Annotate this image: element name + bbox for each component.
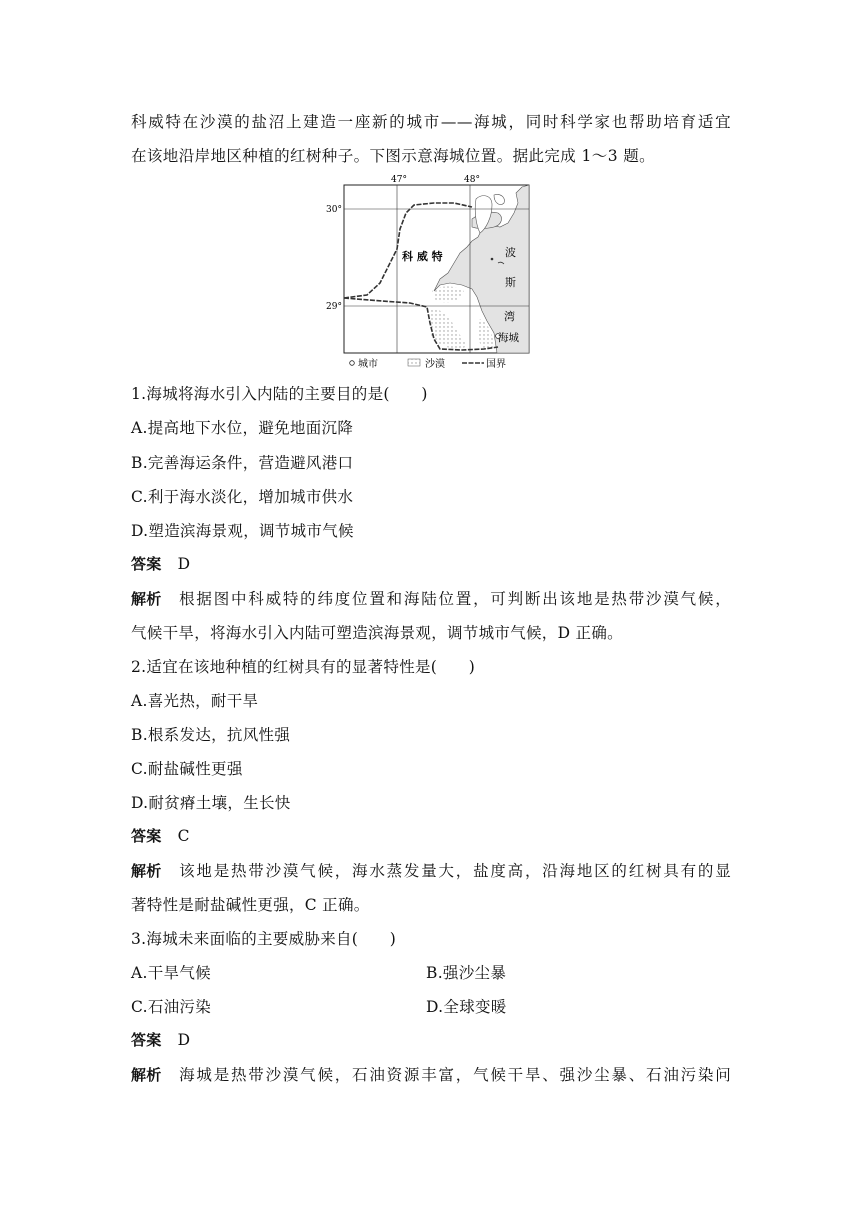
analysis-label: 解析: [131, 1066, 162, 1084]
question-3-stem: 3.海城未来面临的主要威胁来自( ): [131, 930, 397, 948]
lat-label-30: 30°: [326, 205, 342, 215]
question-3-option-c: C.石油污染: [131, 998, 212, 1016]
question-1-option-a: A.提高地下水位，避免地面沉降: [131, 419, 354, 437]
question-3-option-b: B.强沙尘暴: [426, 964, 507, 982]
gulf-label-char-3: 湾: [504, 310, 515, 323]
question-2-answer: [131, 825, 190, 846]
question-2-analysis-line-1: [131, 859, 731, 881]
answer-label: 答案: [131, 555, 162, 573]
question-1-analysis-line-2: 气候干旱，将海水引入内陆可塑造滨海景观，调节城市气候，D 正确。: [131, 624, 623, 642]
legend-border-label: 国界: [486, 359, 506, 370]
analysis-label: 解析: [131, 590, 162, 608]
city-label: 海城: [498, 332, 519, 344]
lon-label-48: 48°: [464, 175, 480, 185]
question-1-analysis-line-1: [131, 587, 731, 609]
question-3-option-d: D.全球变暖: [426, 998, 507, 1016]
question-1-answer: [131, 553, 190, 574]
legend-city-icon: [350, 361, 355, 366]
analysis-text: 海城是热带沙漠气候，石油资源丰富，气候干旱、强沙尘暴、石油污染问: [177, 1066, 731, 1084]
gulf-label-char-1: 波: [505, 246, 516, 259]
question-2-analysis-line-2: 著特性是耐盐碱性更强，C 正确。: [131, 896, 370, 914]
legend-city-label: 城市: [358, 359, 378, 370]
gulf-label-char-2: 斯: [505, 276, 516, 289]
answer-value: D: [177, 1031, 191, 1049]
small-island-dot: [491, 258, 494, 261]
intro-line-2: 在该地沿岸地区种植的红树种子。下图示意海城位置。据此完成 1～3 题。: [131, 147, 656, 165]
question-1-stem: 1.海城将海水引入内陆的主要目的是( ): [131, 385, 428, 403]
question-1-option-d: D.塑造滨海景观，调节城市气候: [131, 522, 354, 540]
haicheng-location-map: [322, 173, 534, 370]
answer-value: C: [177, 827, 190, 845]
analysis-text: 该地是热带沙漠气候，海水蒸发量大，盐度高，沿海地区的红树具有的显: [177, 862, 731, 880]
question-3-analysis-line-1: [131, 1063, 731, 1085]
answer-label: 答案: [131, 1031, 162, 1049]
answer-value: D: [177, 555, 191, 573]
analysis-text: 根据图中科威特的纬度位置和海陆位置，可判断出该地是热带沙漠气候，: [177, 590, 731, 608]
question-2-stem: 2.适宜在该地种植的红树具有的显著特性是( ): [131, 658, 476, 676]
question-2-option-b: B.根系发达，抗风性强: [131, 726, 291, 744]
legend-desert-icon: [408, 359, 420, 366]
question-3-answer: [131, 1029, 190, 1050]
lon-label-47: 47°: [391, 175, 407, 185]
intro-paragraph: [131, 105, 731, 173]
question-2-option-d: D.耐贫瘠土壤，生长快: [131, 794, 291, 812]
analysis-label: 解析: [131, 862, 162, 880]
legend-desert-label: 沙漠: [425, 359, 445, 370]
lat-label-29: 29°: [326, 302, 342, 312]
question-1-option-c: C.利于海水淡化，增加城市供水: [131, 488, 354, 506]
question-1-option-b: B.完善海运条件，营造避风港口: [131, 454, 354, 472]
question-3-option-a: A.干旱气候: [131, 964, 211, 982]
question-2-option-c: C.耐盐碱性更强: [131, 760, 243, 778]
kuwait-label: 科 威 特: [402, 250, 443, 263]
intro-line-1: 科威特在沙漠的盐沼上建造一座新的城市——海城，同时科学家也帮助培育适宜: [131, 113, 731, 131]
question-2-option-a: A.喜光热，耐干旱: [131, 692, 259, 710]
answer-label: 答案: [131, 827, 162, 845]
